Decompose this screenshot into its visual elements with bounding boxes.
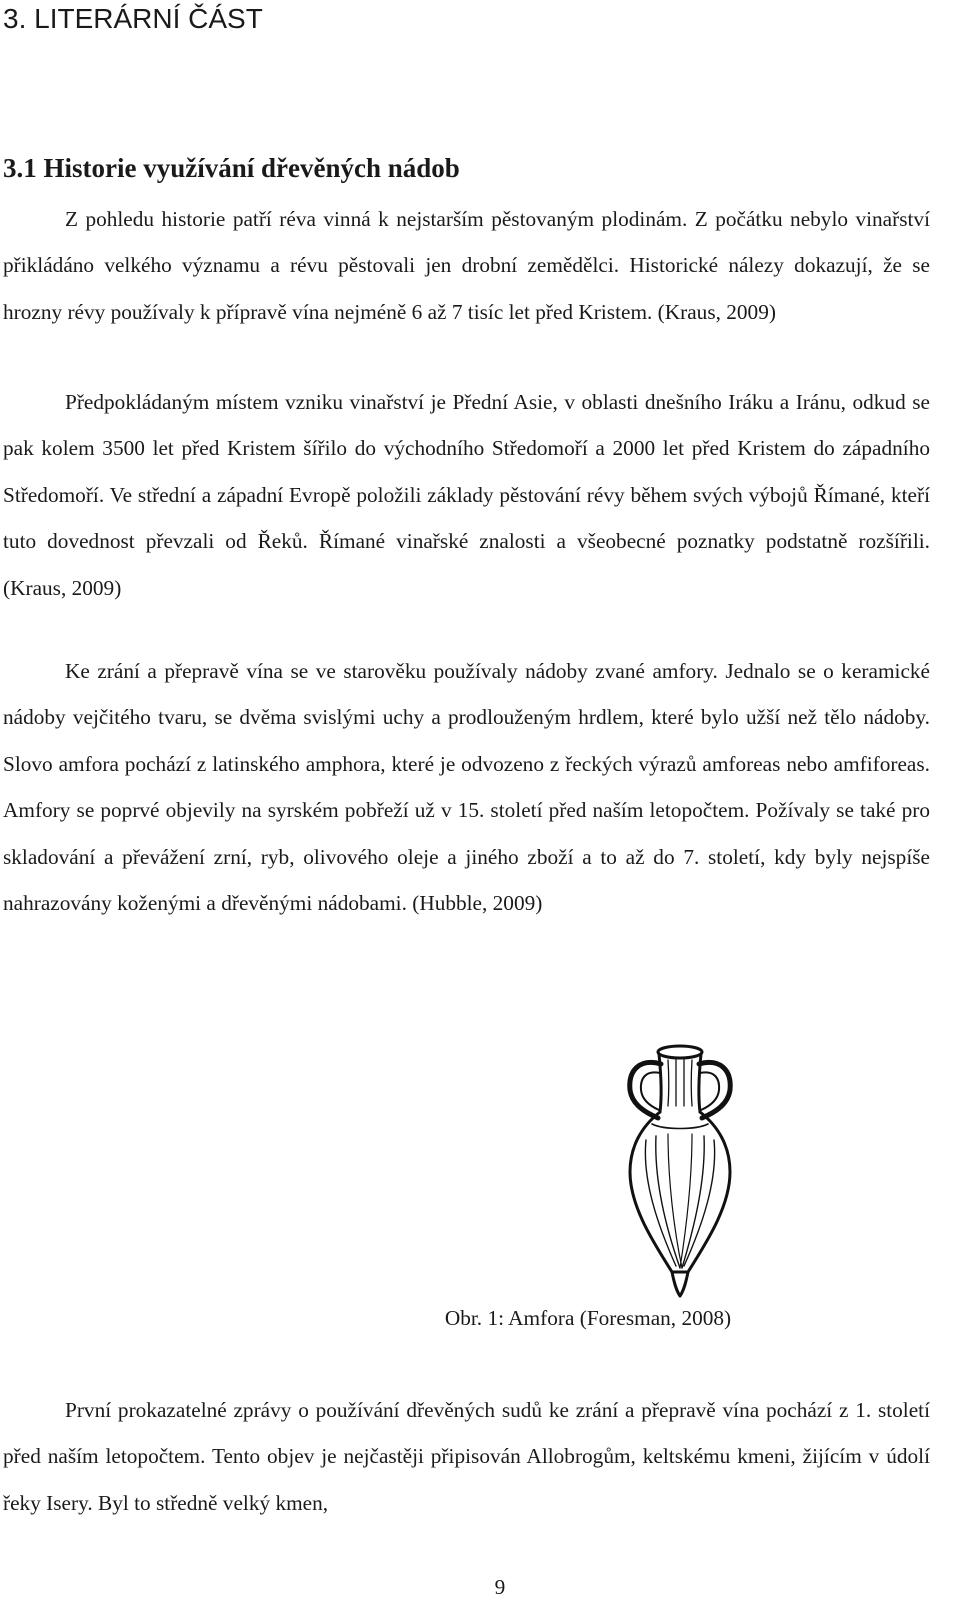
section-heading: 3. LITERÁRNÍ ČÁST	[3, 3, 263, 34]
page-number	[0, 1572, 960, 1602]
paragraph-3-text: Ke zrání a přepravě vína se ve starověku používaly nádoby zvané amfory. Jednalo se o keramické nádoby vejčitého tvaru, se dvěma svislými uchy a prodlouženým hrdlem, které bylo užší než tělo nádoby. Slovo amfora pochází z latinského amphora, které je odvozeno z řeckých výrazů amforeas nebo amfiforeas. Amfory se poprvé objevily na syrském pobřeží už v 15. století před naším letopočtem. Požívaly se také pro skladování a převážení zrní, ryb, olivového oleje a jiného zboží a to až do 7. století, kdy byly nejspíše nahrazovány koženými a dřevěnými nádobami. (Hubble, 2009)	[3, 659, 930, 916]
page-number-text: 9	[494, 1575, 506, 1599]
paragraph-1-text: Z pohledu historie patří réva vinná k nejstarším pěstovaným plodinám. Z počátku nebylo vinařství přikládáno velkého významu a révu pěstovali jen drobní zemědělci. Historické nálezy dokazují, že se hrozny révy používaly k přípravě vína nejméně 6 až 7 tisíc let před Kristem. (Kraus, 2009)	[3, 207, 930, 324]
paragraph-2-text: Předpokládaným místem vzniku vinařství je Přední Asie, v oblasti dnešního Iráku a Iránu, odkud se pak kolem 3500 let před Kristem šířilo do východního Středomoří a 2000 let před Kristem do západního Středomoří. Ve střední a západní Evropě položili základy pěstování révy během svých výbojů Římané, kteří tuto dovednost převzali od Řeků. Římané vinařské znalosti a všeobecné poznatky podstatně rozšířili. (Kraus, 2009)	[3, 390, 930, 600]
paragraph-3	[3, 648, 930, 926]
paragraph-4	[3, 1387, 930, 1526]
figure-caption	[0, 1302, 960, 1334]
paragraph-2	[3, 379, 930, 611]
figure-caption-text: Obr. 1: Amfora (Foresman, 2008)	[444, 1306, 732, 1330]
subsection-heading: 3.1 Historie využívání dřevěných nádob	[3, 153, 460, 183]
paragraph-1	[3, 196, 930, 335]
paragraph-4-text: První prokazatelné zprávy o používání dřevěných sudů ke zrání a přepravě vína pochází z 1. století před naším letopočtem. Tento objev je nejčastěji připisován Allobrogům, keltskému kmeni, žijícím v údolí řeky Isery. Byl to středně velký kmen,	[3, 1398, 930, 1515]
amphora-illustration	[600, 1040, 760, 1300]
